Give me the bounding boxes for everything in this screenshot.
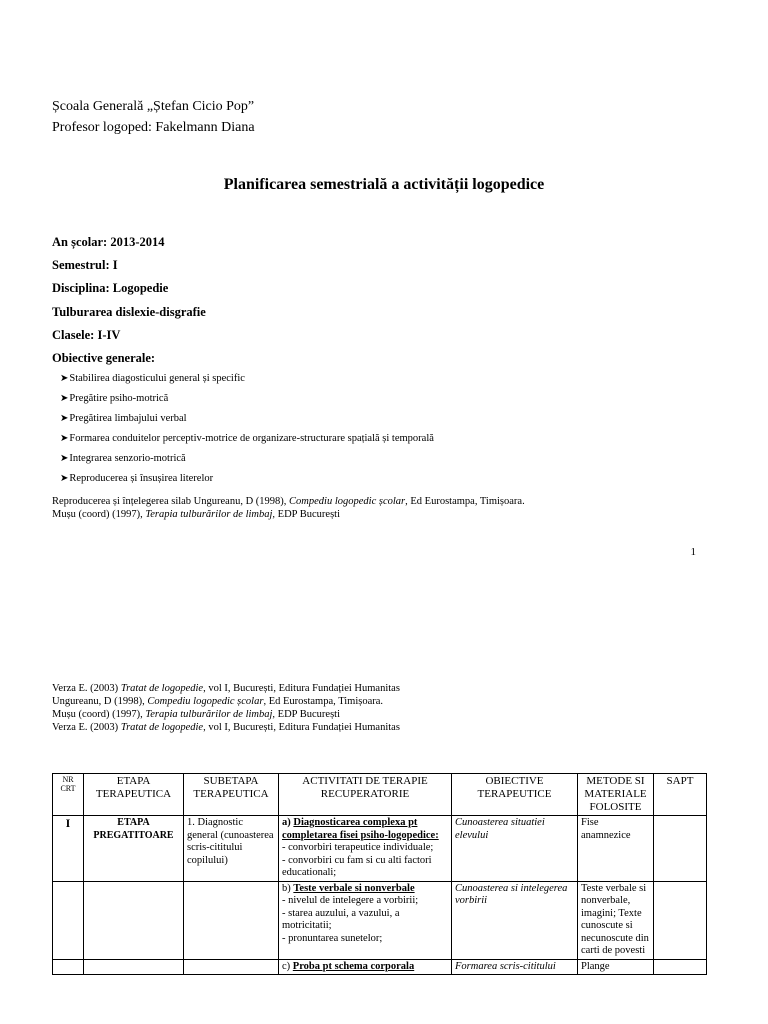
arrow-bullet-icon: ➤ xyxy=(60,413,69,424)
references-top xyxy=(52,495,525,521)
cell-nr xyxy=(53,881,84,959)
semester: Semestrul: I xyxy=(52,258,118,272)
table-row xyxy=(53,816,707,882)
reference-line: Ungureanu, D (1998), Compediu logopedic școlar, Ed Eurostampa, Timișoara. xyxy=(52,696,384,707)
objective-item xyxy=(60,433,434,453)
cell-etapa xyxy=(84,959,184,975)
cell-metode: Plange xyxy=(578,959,654,975)
cell-metode: Teste verbale si nonverbale, imagini; Texte cunoscute si necunoscute din carti de povesti xyxy=(578,881,654,959)
col-header-sapt: SAPT xyxy=(654,774,707,816)
page-number: 1 xyxy=(690,546,696,558)
cell-obiective: Cunoasterea si intelegerea vorbirii xyxy=(452,881,578,959)
col-header-nr: NR CRT xyxy=(53,774,84,816)
cell-activitati: b) Teste verbale si nonverbale - nivelul de intelegere a vorbirii; - starea auzului, a vazului, a motricitatii; - pronuntarea sunetelor; xyxy=(279,881,452,959)
objective-item xyxy=(60,473,434,493)
cell-sapt xyxy=(654,881,707,959)
cell-sapt xyxy=(654,959,707,975)
reference-line: Mușu (coord) (1997), Terapia tulburărilor de limbaj, EDP București xyxy=(52,509,340,520)
arrow-bullet-icon: ➤ xyxy=(60,393,69,404)
objective-text: Pregătirea limbajului verbal xyxy=(69,413,187,424)
objective-item xyxy=(60,373,434,393)
arrow-bullet-icon: ➤ xyxy=(60,473,69,484)
col-header-obiective: OBIECTIVE TERAPEUTICE xyxy=(452,774,578,816)
cell-obiective: Cunoasterea situatiei elevului xyxy=(452,816,578,882)
cell-subetapa: 1. Diagnostic general (cunoasterea scris-cititului copilului) xyxy=(184,816,279,882)
col-header-metode: METODE SI MATERIALE FOLOSITE xyxy=(578,774,654,816)
col-header-etapa: ETAPA TERAPEUTICA xyxy=(84,774,184,816)
objective-item xyxy=(60,453,434,473)
cell-metode: Fise anamnezice xyxy=(578,816,654,882)
disorder: Tulburarea dislexie-disgrafie xyxy=(52,305,206,319)
cell-activitati: c) Proba pt schema corporala xyxy=(279,959,452,975)
classes: Clasele: I-IV xyxy=(52,328,121,342)
discipline: Disciplina: Logopedie xyxy=(52,281,169,295)
references-bottom xyxy=(52,682,400,734)
cell-etapa xyxy=(84,881,184,959)
school-year: An școlar: 2013-2014 xyxy=(52,235,165,249)
col-header-subetapa: SUBETAPA TERAPEUTICA xyxy=(184,774,279,816)
cell-nr: I xyxy=(53,816,84,882)
cell-subetapa xyxy=(184,959,279,975)
school-name: Școala Generală „Ștefan Cicio Pop” xyxy=(52,99,255,114)
teacher-name: Profesor logoped: Fakelmann Diana xyxy=(52,120,255,135)
cell-nr xyxy=(53,959,84,975)
cell-obiective: Formarea scris-cititului xyxy=(452,959,578,975)
reference-line: Verza E. (2003) Tratat de logopedie, vol I, București, Editura Fundației Humanitas xyxy=(52,722,400,733)
reference-line: Reproducerea și înțelegerea silab Ungureanu, D (1998), Compediu logopedic școlar, Ed Eurostampa, Timișoara. xyxy=(52,496,525,507)
cell-activitati: a) Diagnosticarea complexa pt completarea fisei psiho-logopedice: - convorbiri terapeutice individuale; - convorbiri cu fam si cu alti factori educationali; xyxy=(279,816,452,882)
arrow-bullet-icon: ➤ xyxy=(60,373,69,384)
objective-text: Formarea conduitelor perceptiv-motrice de organizare-structurare spațială și temporală xyxy=(69,433,434,444)
col-header-activitati: ACTIVITATI DE TERAPIE RECUPERATORIE xyxy=(279,774,452,816)
reference-line: Mușu (coord) (1997), Terapia tulburărilor de limbaj, EDP București xyxy=(52,709,340,720)
objective-text: Pregătire psiho-motrică xyxy=(69,393,169,404)
objective-text: Reproducerea și însușirea literelor xyxy=(69,473,214,484)
objective-text: Stabilirea diagosticului general și specific xyxy=(69,373,245,384)
cell-etapa: ETAPA PREGATITOARE xyxy=(84,816,184,882)
table-header-row xyxy=(53,774,707,816)
objectives-heading: Obiective generale: xyxy=(52,351,156,365)
objective-text: Integrarea senzorio-motrică xyxy=(69,453,186,464)
table-row xyxy=(53,959,707,975)
reference-line: Verza E. (2003) Tratat de logopedie, vol I, București, Editura Fundației Humanitas xyxy=(52,683,400,694)
document-title: Planificarea semestrială a activității logopedice xyxy=(223,176,545,193)
cell-subetapa xyxy=(184,881,279,959)
objective-item xyxy=(60,393,434,413)
cell-sapt xyxy=(654,816,707,882)
therapy-plan-table xyxy=(52,773,707,975)
arrow-bullet-icon: ➤ xyxy=(60,453,69,464)
arrow-bullet-icon: ➤ xyxy=(60,433,69,444)
table-row xyxy=(53,881,707,959)
objective-item xyxy=(60,413,434,433)
objectives-list xyxy=(60,373,434,493)
